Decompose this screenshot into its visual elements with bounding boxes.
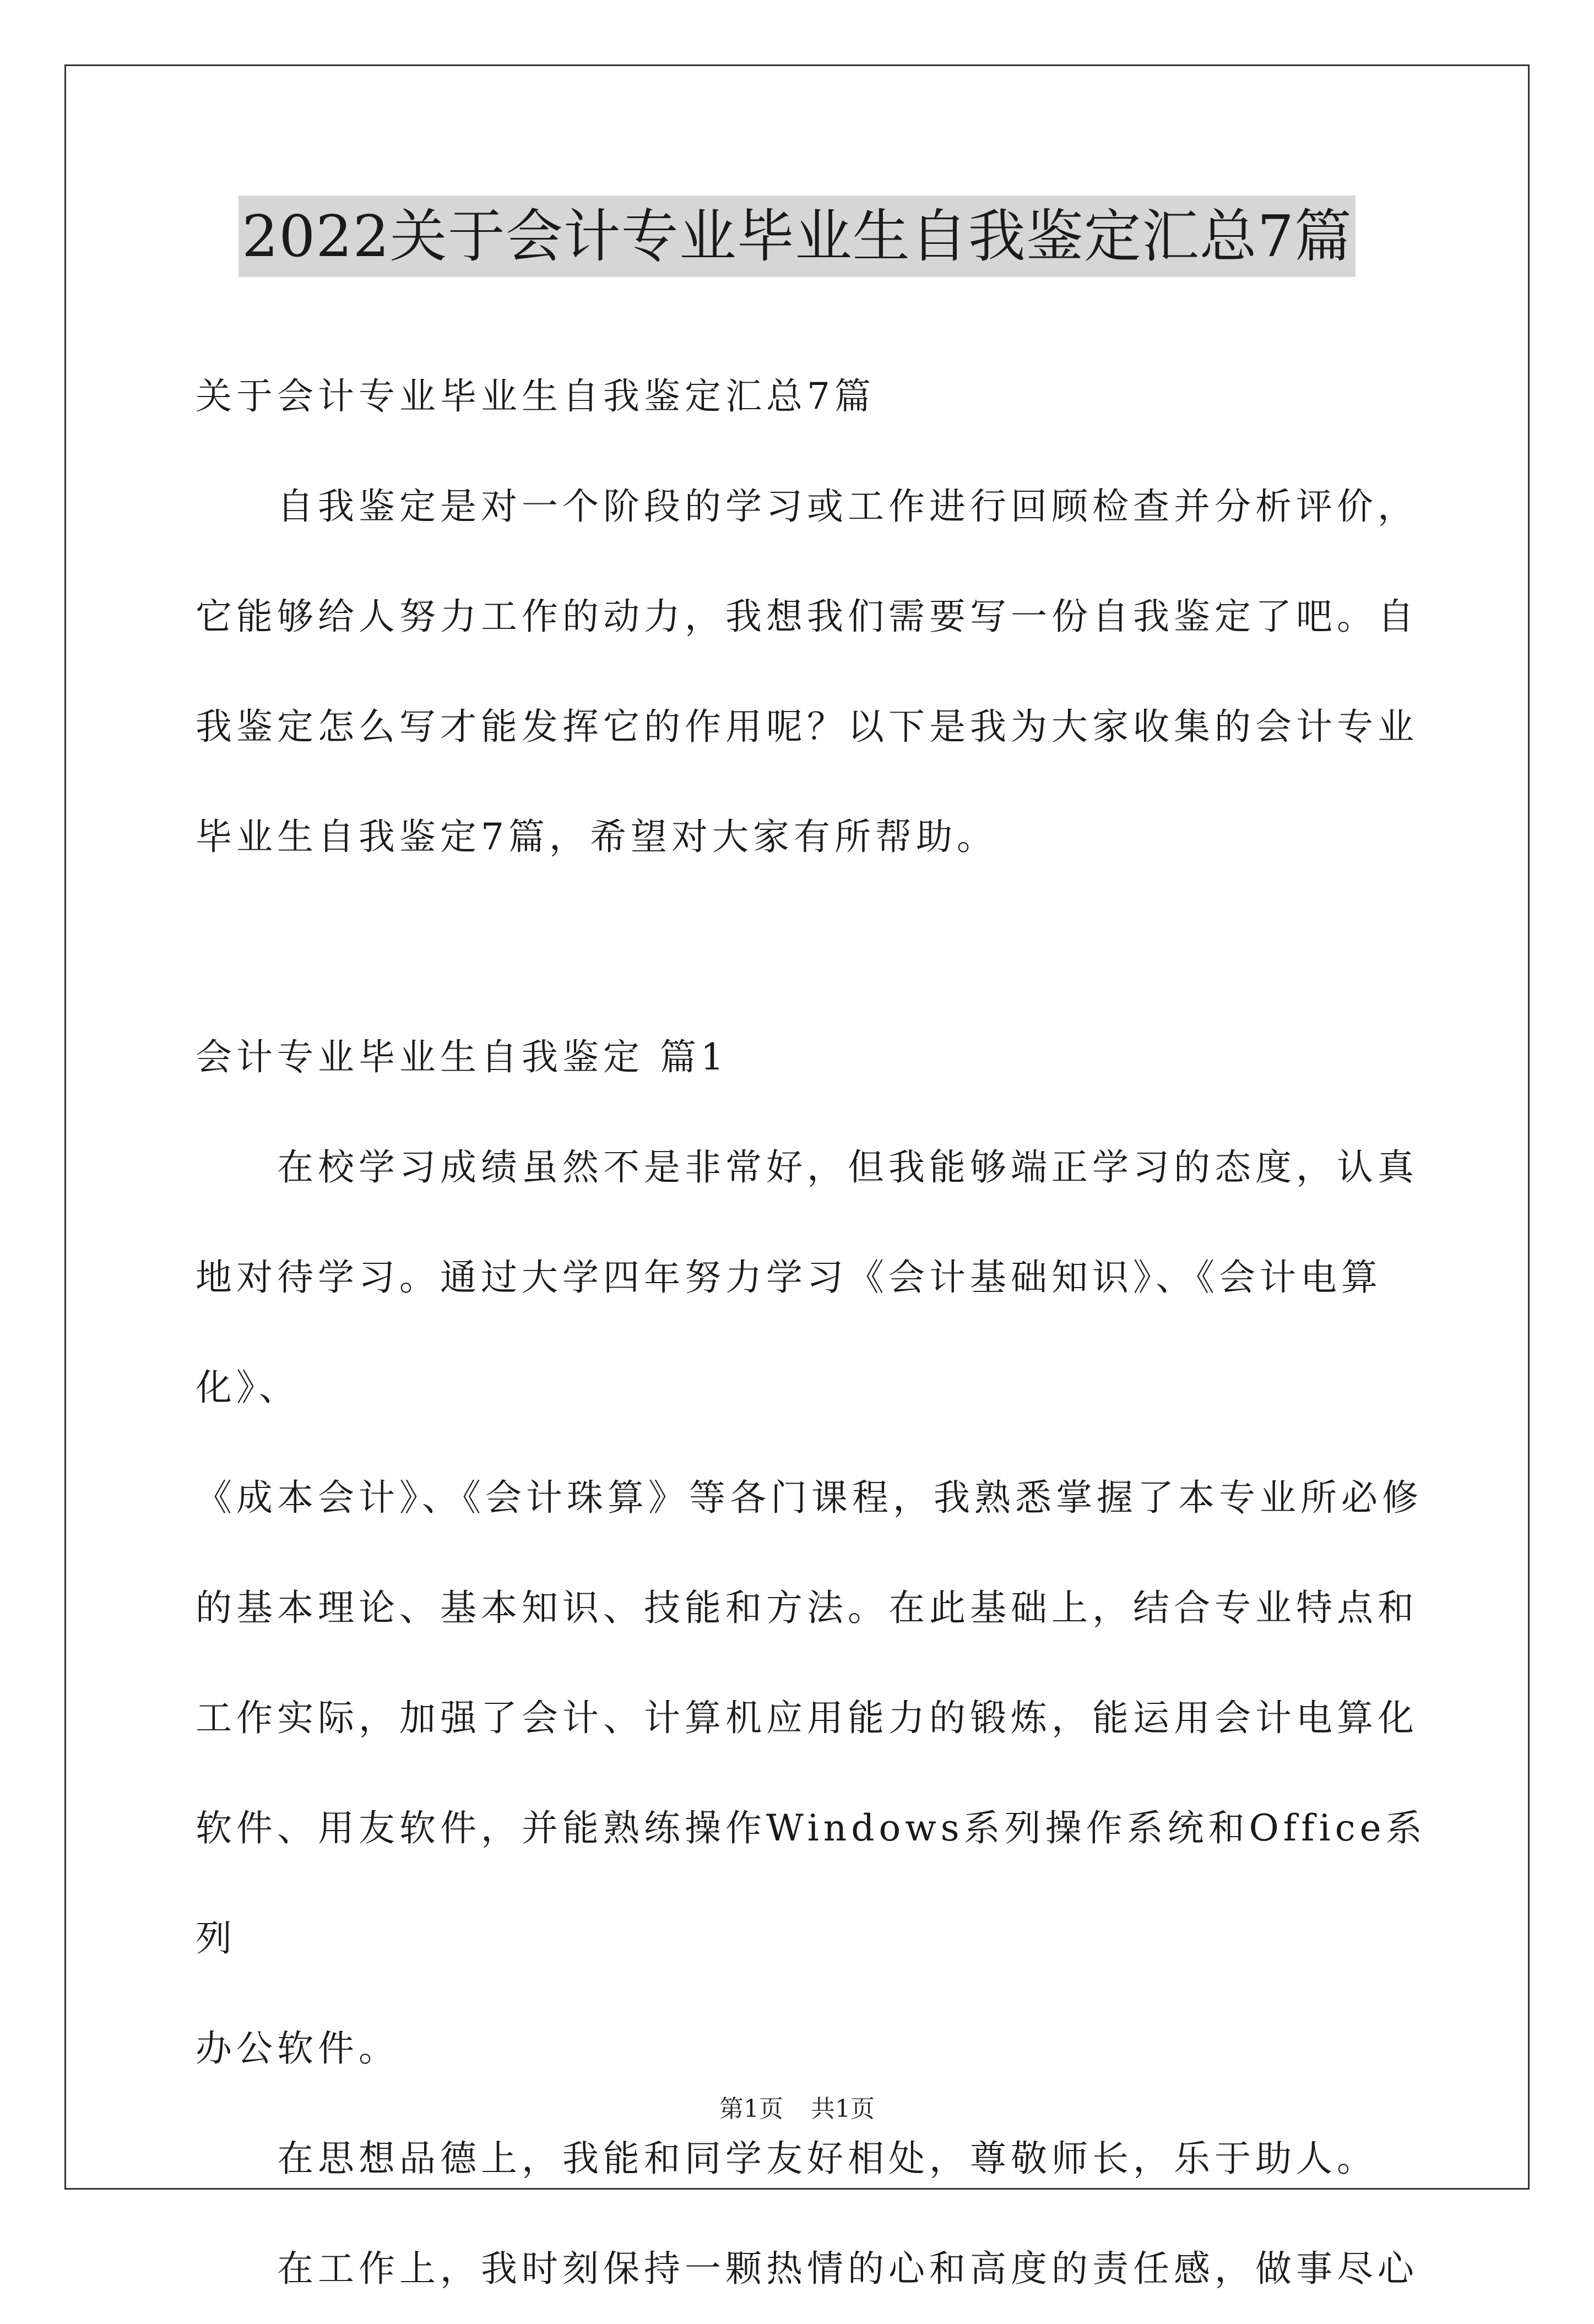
intro-line: 自我鉴定是对一个阶段的学习或工作进行回顾检查并分析评价，	[277, 485, 1418, 528]
document-title: 2022关于会计专业毕业生自我鉴定汇总7篇	[238, 196, 1356, 277]
intro-line: 它能够给人努力工作的动力，我想我们需要写一份自我鉴定了吧。自	[196, 595, 1418, 638]
document-body	[196, 341, 1462, 2324]
section-heading: 会计专业毕业生自我鉴定 篇1	[196, 1036, 728, 1078]
intro-line: 我鉴定怎么写才能发挥它的作用呢？以下是我为大家收集的会计专业	[196, 705, 1418, 748]
paragraph-line: 地对待学习。通过大学四年努力学习《会计基础知识》、《会计电算化》、	[196, 1256, 1382, 1409]
document-subtitle: 关于会计专业毕业生自我鉴定汇总7篇	[196, 375, 875, 417]
intro-line: 毕业生自我鉴定7篇，希望对大家有所帮助。	[196, 816, 997, 858]
paragraph-line: 《成本会计》、《会计珠算》等各门课程，我熟悉掌握了本专业所必修	[196, 1476, 1423, 1519]
paragraph-line: 在校学习成绩虽然不是非常好，但我能够端正学习的态度，认真	[277, 1146, 1418, 1188]
paragraph-line: 在工作上，我时刻保持一颗热情的心和高度的责任感，做事尽心	[277, 2247, 1418, 2290]
paragraph-line: 办公软件。	[196, 2027, 399, 2070]
paragraph-line: 的基本理论、基本知识、技能和方法。在此基础上，结合专业特点和	[196, 1587, 1418, 1629]
page-footer	[0, 2093, 1594, 2126]
page-total: 共1页	[811, 2095, 875, 2123]
paragraph-line: 在思想品德上，我能和同学友好相处，尊敬师长，乐于助人。	[277, 2137, 1378, 2180]
spacer	[196, 892, 1462, 1002]
page-number: 第1页	[719, 2095, 783, 2123]
paragraph-line: 软件、用友软件，并能熟练操作Windows系列操作系统和Office系列	[196, 1807, 1427, 1959]
title-container	[0, 196, 1594, 277]
paragraph-line: 工作实际，加强了会计、计算机应用能力的锻炼，能运用会计电算化	[196, 1697, 1418, 1739]
